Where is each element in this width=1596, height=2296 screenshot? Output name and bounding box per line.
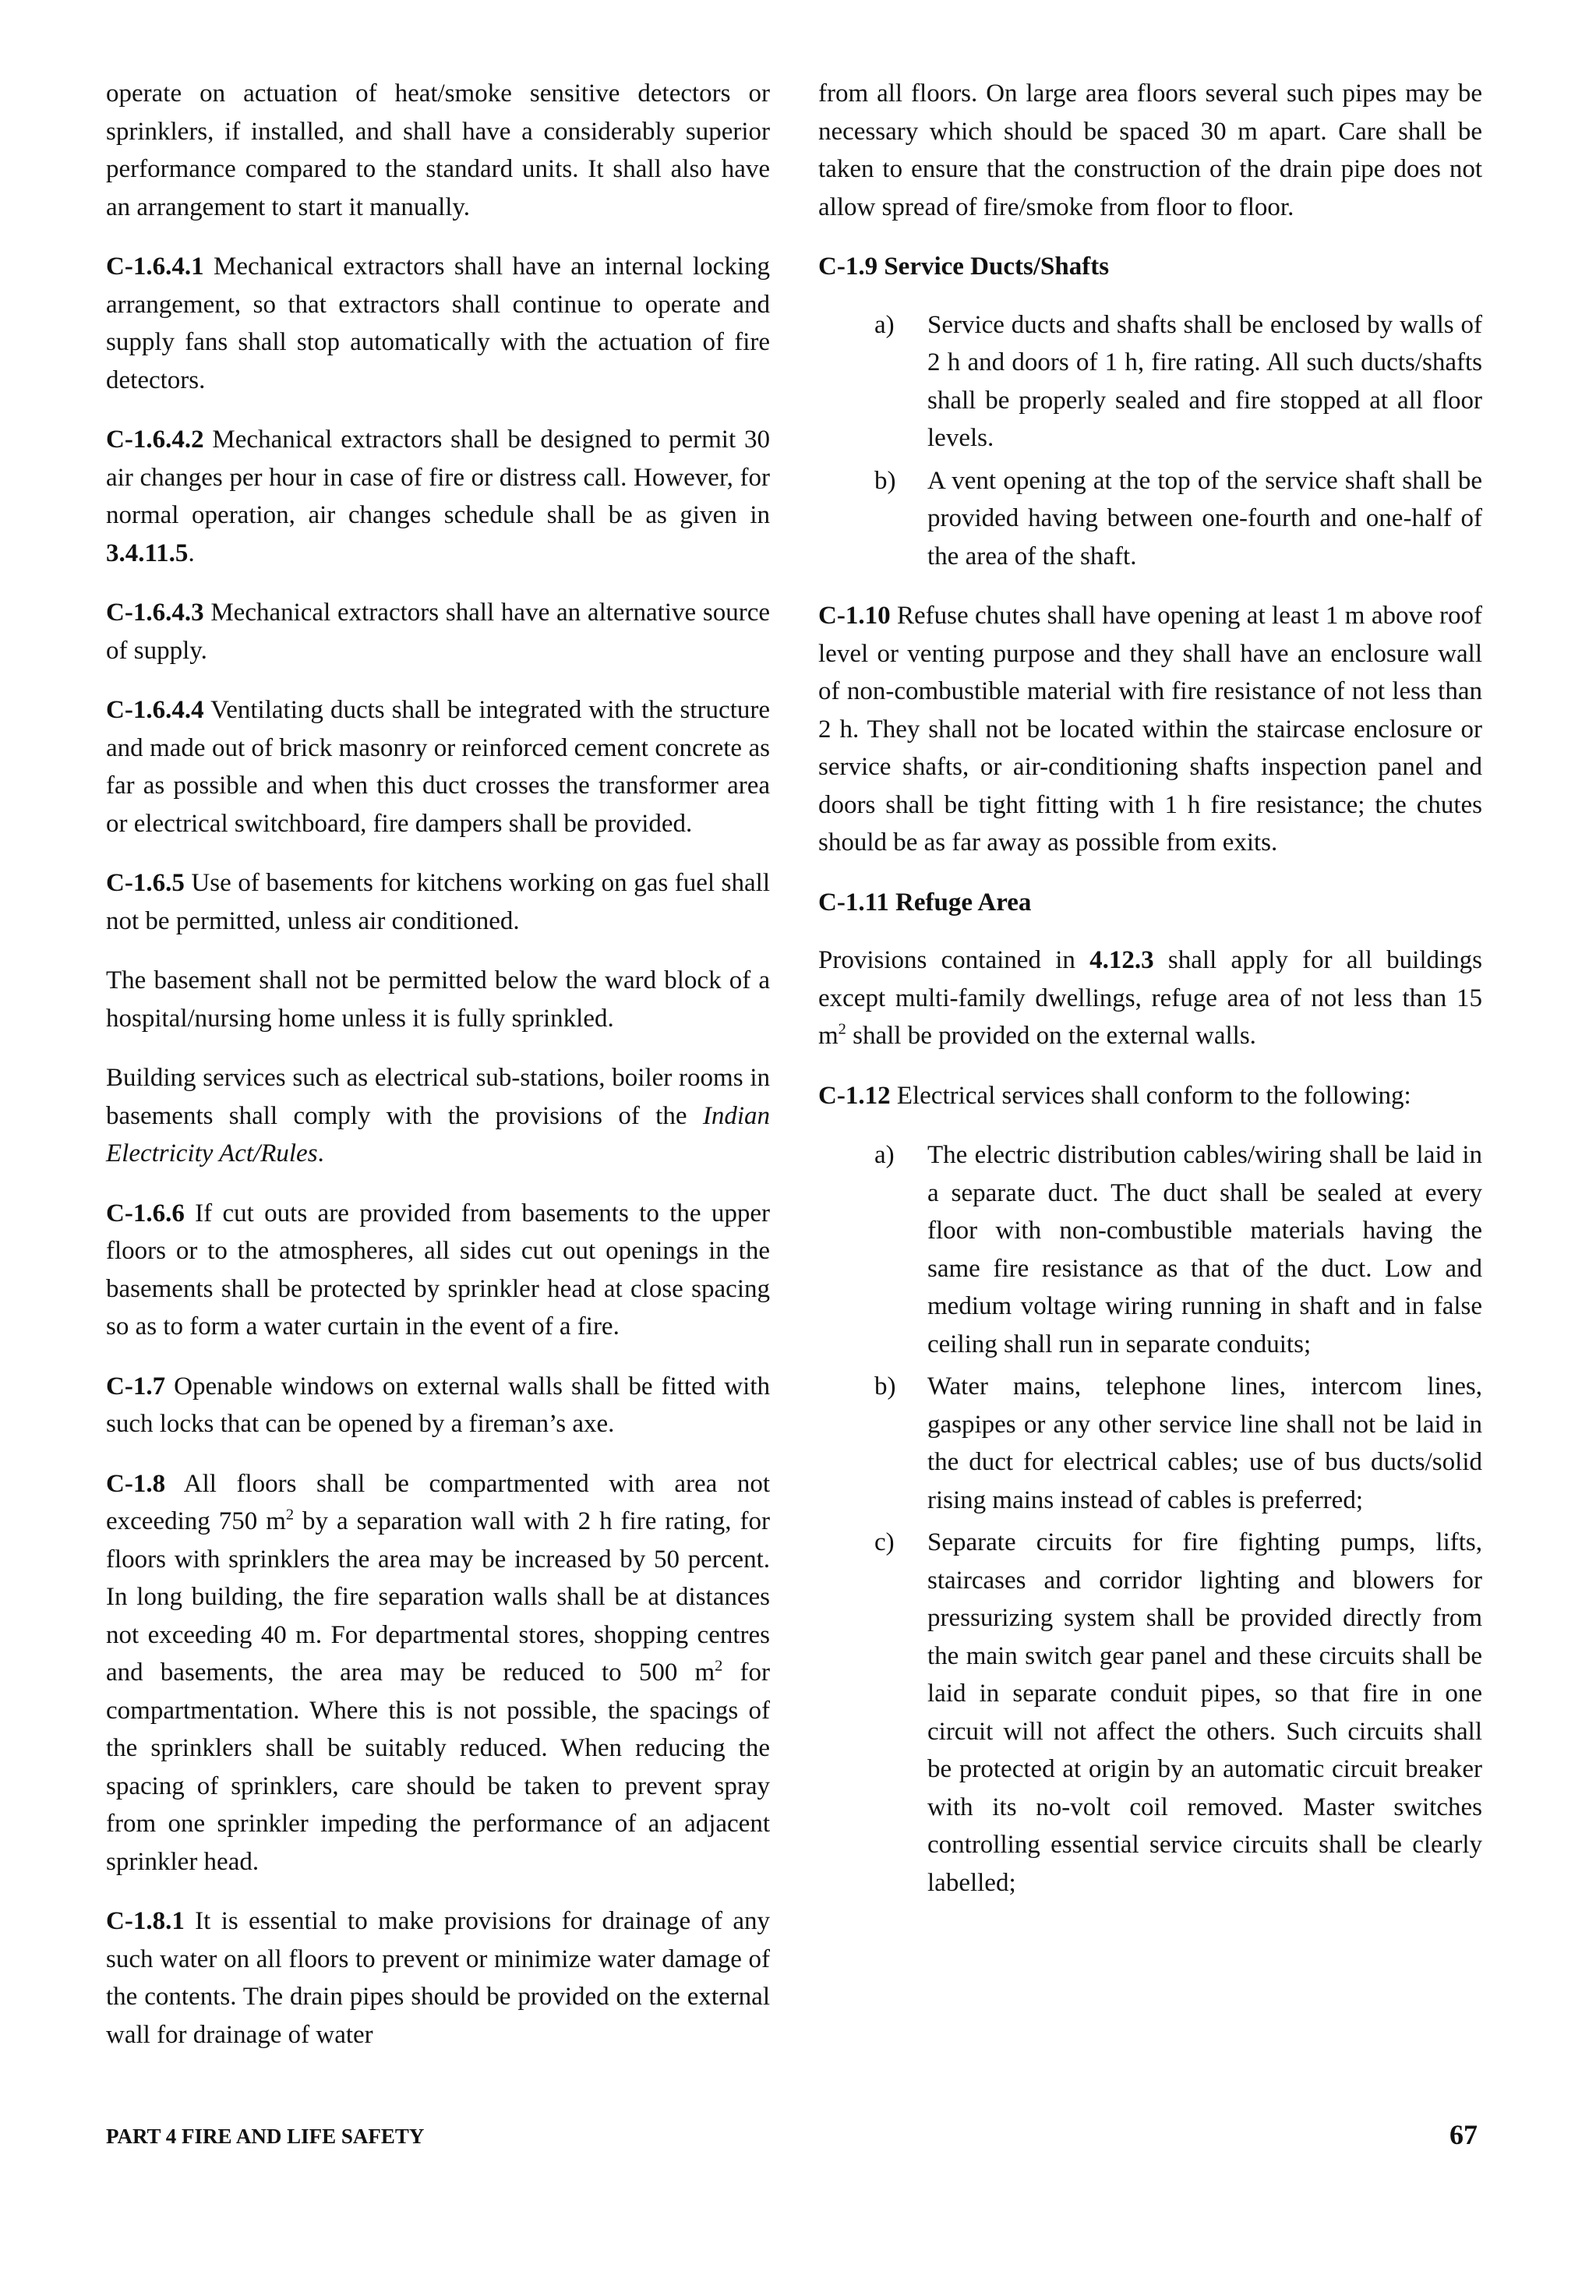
clause-number: C-1.8 (106, 1469, 166, 1498)
clause-text: It is essential to make provisions for drainage of any such water on all floors to prevent or minimize water damage of the contents. The drain pipes should be provided on the external wall for drainage of water (106, 1907, 770, 2049)
paragraph-building-services (106, 1059, 770, 1173)
clause-c-1-7 (106, 1368, 770, 1443)
electrical-services-list (818, 1136, 1482, 1902)
act-title: Indian Electricity Act/Rules (106, 1101, 770, 1167)
list-item (818, 462, 1482, 576)
clause-c-1-6-6 (106, 1195, 770, 1346)
clause-number: C-1.6.4.4 (106, 696, 204, 724)
clause-c-1-8 (106, 1465, 770, 1881)
paragraph-text: Building services such as electrical sub-stations, boiler rooms in basements shall comply with the provisions of the (106, 1064, 770, 1130)
clause-text: All floors shall be compartmented with area not exceeding 750 m (106, 1469, 770, 1535)
clause-text: Openable windows on external walls shall be fitted with such locks that can be opened by a fireman’s axe. (106, 1372, 770, 1438)
clause-reference: 4.12.3 (1089, 946, 1154, 974)
list-item-label: a) (874, 310, 895, 339)
left-column (106, 75, 770, 2075)
clause-c-1-6-4-4 (106, 691, 770, 842)
list-item-label: a) (874, 1141, 895, 1169)
list-item-text: Water mains, telephone lines, intercom lines, gaspipes or any other service line shall not be laid in the duct for electrical cables; use of bus ducts/solid rising mains instead of cables is preferred; (927, 1372, 1482, 1514)
clause-number: C-1.10 (818, 602, 891, 630)
paragraph-continuation: operate on actuation of heat/smoke sensitive detectors or sprinklers, if installed, and shall have a considerably superior performance compared to the standard units. It shall also have an arrangement to start it manually. (106, 79, 770, 221)
list-item-text: Service ducts and shafts shall be enclosed by walls of 2 h and doors of 1 h, fire rating. All such ducts/shafts shall be properly sealed and fire stopped at all floor levels. (927, 310, 1482, 452)
clause-text: Use of basements for kitchens working on gas fuel shall not be permitted, unless air conditioned. (106, 869, 770, 935)
footer-section-title: PART 4 FIRE AND LIFE SAFETY (106, 2125, 425, 2148)
list-item-label: b) (874, 1372, 896, 1401)
superscript: 2 (838, 1020, 846, 1038)
clause-reference: 3.4.11.5 (106, 539, 189, 567)
clause-text-end: . (188, 539, 195, 567)
clause-c-1-6-4-1 (106, 248, 770, 399)
paragraph-refuge-area (818, 941, 1482, 1055)
list-item (818, 1136, 1482, 1363)
list-item-label: c) (874, 1528, 895, 1556)
section-heading-c-1-9: C-1.9 Service Ducts/Shafts (818, 253, 1110, 281)
superscript: 2 (285, 1506, 295, 1524)
paragraph-text: Provisions contained in (818, 946, 1090, 974)
list-item (818, 306, 1482, 457)
clause-number: C-1.7 (106, 1372, 166, 1401)
clause-c-1-6-5 (106, 864, 770, 940)
clause-c-1-6-4-2 (106, 421, 770, 572)
clause-text: If cut outs are provided from basements to the upper floors or to the atmospheres, all sides cut out openings in the basements shall be protected by sprinkler head at close spacing so as to form a water curtain in the event of a fire. (106, 1199, 770, 1341)
page-number: 67 (1449, 2119, 1478, 2150)
clause-number: C-1.8.1 (106, 1907, 185, 1935)
clause-number: C-1.6.6 (106, 1199, 185, 1227)
clause-number: C-1.6.4.1 (106, 253, 204, 281)
list-item-text: A vent opening at the top of the service shaft shall be provided having between one-fourth and one-half of the area of the shaft. (927, 466, 1482, 570)
clause-text: Mechanical extractors shall have an internal locking arrangement, so that extractors shall continue to operate and supply fans shall stop automatically with the actuation of fire detectors. (106, 253, 770, 394)
clause-c-1-12 (818, 1077, 1482, 1115)
clause-text: for compartmentation. Where this is not possible, the spacings of the sprinklers shall be suitably reduced. When reducing the spacing of sprinklers, care should be taken to prevent spray from one sprinkler impeding the performance of an adjacent sprinkler head. (106, 1658, 770, 1876)
list-item (818, 1524, 1482, 1902)
list-item-text: The electric distribution cables/wiring shall be laid in a separate duct. The duct shall be sealed at every floor with non-combustible materials having the same fire resistance as that of the duct. Low and medium voltage wiring running in shaft and in false ceiling shall run in separate conduits; (927, 1141, 1482, 1358)
section-heading-c-1-11: C-1.11 Refuge Area (818, 888, 1032, 917)
clause-c-1-10 (818, 597, 1482, 862)
clause-number: C-1.6.4.3 (106, 599, 204, 627)
superscript: 2 (715, 1657, 723, 1675)
clause-text: by a separation wall with 2 h fire rating, for floors with sprinklers the area may be increased by 50 percent. In long building, the fire separation walls shall be at distances not exceeding 40 m. For departmental stores, shopping centres and basements, the area may be reduced to 500 m (106, 1507, 770, 1687)
service-ducts-list (818, 306, 1482, 576)
clause-text: Mechanical extractors shall have an alternative source of supply. (106, 599, 770, 665)
clause-text: Mechanical extractors shall be designed to permit 30 air changes per hour in case of fire or distress call. However, for normal operation, air changes schedule shall be as given in (106, 426, 770, 529)
paragraph-continuation: from all floors. On large area floors several such pipes may be necessary which should be spaced 30 m apart. Care shall be taken to ensure that the construction of the drain pipe does not allow spread of fire/smoke from floor to floor. (818, 79, 1482, 221)
list-item (818, 1368, 1482, 1519)
list-item-label: b) (874, 466, 896, 495)
paragraph-basement: The basement shall not be permitted below the ward block of a hospital/nursing home unless it is fully sprinkled. (106, 966, 770, 1033)
clause-number: C-1.6.5 (106, 869, 185, 897)
clause-number: C-1.6.4.2 (106, 426, 204, 454)
clause-text: Ventilating ducts shall be integrated with the structure and made out of brick masonry or reinforced cement concrete as far as possible and when this duct crosses the transformer area or electrical switchboard, fire dampers shall be provided. (106, 696, 770, 838)
paragraph-text: shall apply for all buildings except multi-family dwellings, refuge area of not less than 15 m (818, 946, 1483, 1050)
clause-number: C-1.12 (818, 1081, 891, 1110)
list-item-text: Separate circuits for fire fighting pumps, lifts, staircases and corridor lighting and blowers for pressurizing system shall be provided directly from the main switch gear panel and these circuits shall be laid in separate conduit pipes, so that fire in one circuit will not affect the others. Such circuits shall be protected at origin by an automatic circuit breaker with its no-volt coil removed. Master switches controlling essential service circuits shall be clearly labelled; (927, 1528, 1482, 1897)
clause-text: Electrical services shall conform to the following: (890, 1081, 1411, 1110)
paragraph-text: shall be provided on the external walls. (846, 1022, 1256, 1050)
paragraph-text-end: . (317, 1139, 324, 1167)
clause-text: Refuse chutes shall have opening at least 1 m above roof level or venting purpose and they shall have an enclosure wall of non-combustible material with fire resistance of not less than 2 h. They shall not be located within the staircase enclosure or service shafts, or air-conditioning shafts inspection panel and doors shall be tight fitting with 1 h fire resistance; the chutes should be as far away as possible from exits. (818, 602, 1482, 857)
clause-c-1-8-1 (106, 1902, 770, 2054)
right-column (818, 75, 1482, 1923)
clause-c-1-6-4-3 (106, 594, 770, 669)
